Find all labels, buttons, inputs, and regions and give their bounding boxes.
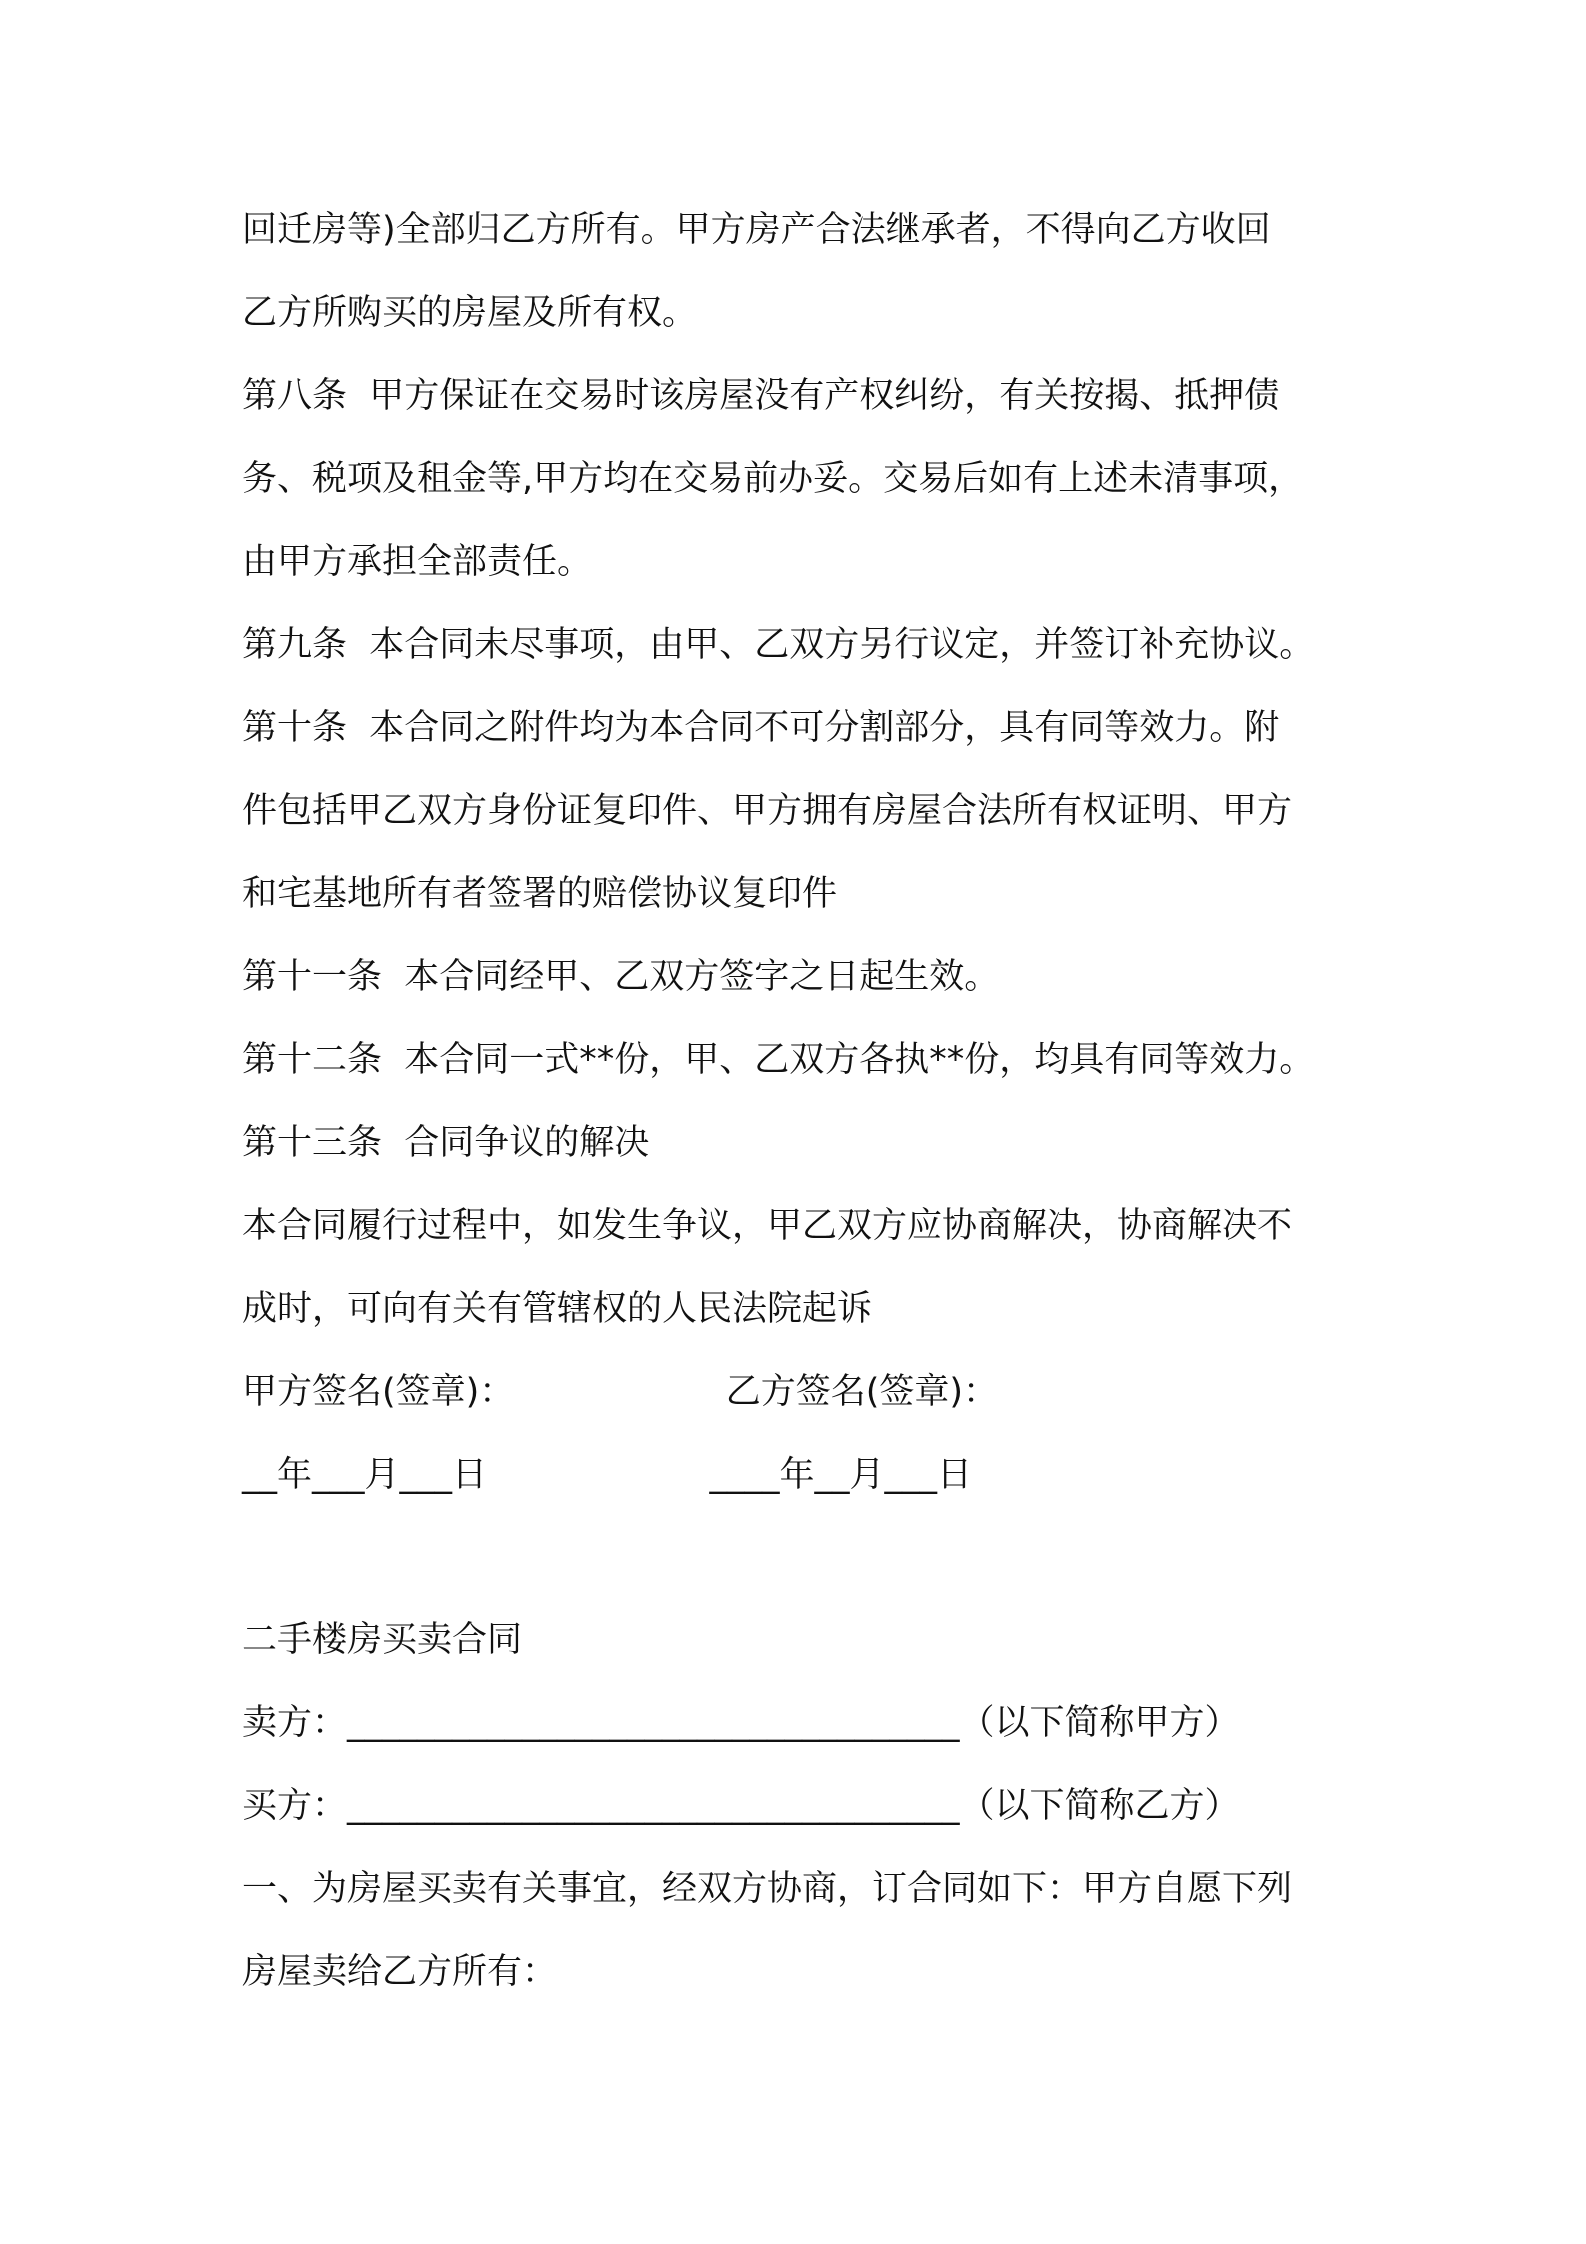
clause-11-line: 第十一条 本合同经甲、乙双方签字之日起生效。: [242, 957, 1000, 997]
buyer-line: 买方：___________________________________（以下简称乙方）: [242, 1786, 1240, 1826]
text-line: 和宅基地所有者签署的赔偿协议复印件: [242, 874, 838, 914]
section-1-line: 一、为房屋买卖有关事宜，经双方协商，订合同如下：甲方自愿下列: [242, 1869, 1293, 1909]
text-line: 房屋卖给乙方所有：: [242, 1952, 558, 1992]
clause-10-heading-line: 第十条 本合同之附件均为本合同不可分割部分，具有同等效力。附: [242, 708, 1280, 748]
text-line: 由甲方承担全部责任。: [242, 542, 593, 582]
clause-8-heading-line: 第八条 甲方保证在交易时该房屋没有产权纠纷，有关按揭、抵押债: [242, 376, 1280, 416]
text-line: 成时，可向有关有管辖权的人民法院起诉: [242, 1289, 873, 1329]
clause-9-line: 第九条 本合同未尽事项，由甲、乙双方另行议定，并签订补充协议。: [242, 625, 1315, 665]
text-line: 件包括甲乙双方身份证复印件、甲方拥有房屋合法所有权证明、甲方: [242, 791, 1293, 831]
signature-labels: 甲方签名(签章)： 乙方签名(签章)：: [242, 1372, 999, 1412]
text-line: 务、税项及租金等,甲方均在交易前办妥。交易后如有上述未清事项，: [242, 459, 1304, 499]
contract-title: 二手楼房买卖合同: [242, 1620, 523, 1660]
signature-dates: __年___月___日 ____年__月___日: [242, 1455, 973, 1495]
seller-line: 卖方：___________________________________（以下简称甲方）: [242, 1703, 1240, 1743]
text-line: 乙方所购买的房屋及所有权。: [242, 293, 698, 333]
text-line: 本合同履行过程中，如发生争议，甲乙双方应协商解决，协商解决不: [242, 1206, 1293, 1246]
clause-13-heading: 第十三条 合同争议的解决: [242, 1123, 650, 1163]
clause-12-line: 第十二条 本合同一式**份，甲、乙双方各执**份，均具有同等效力。: [242, 1040, 1315, 1080]
text-line: 回迁房等)全部归乙方所有。甲方房产合法继承者，不得向乙方收回: [242, 210, 1271, 250]
